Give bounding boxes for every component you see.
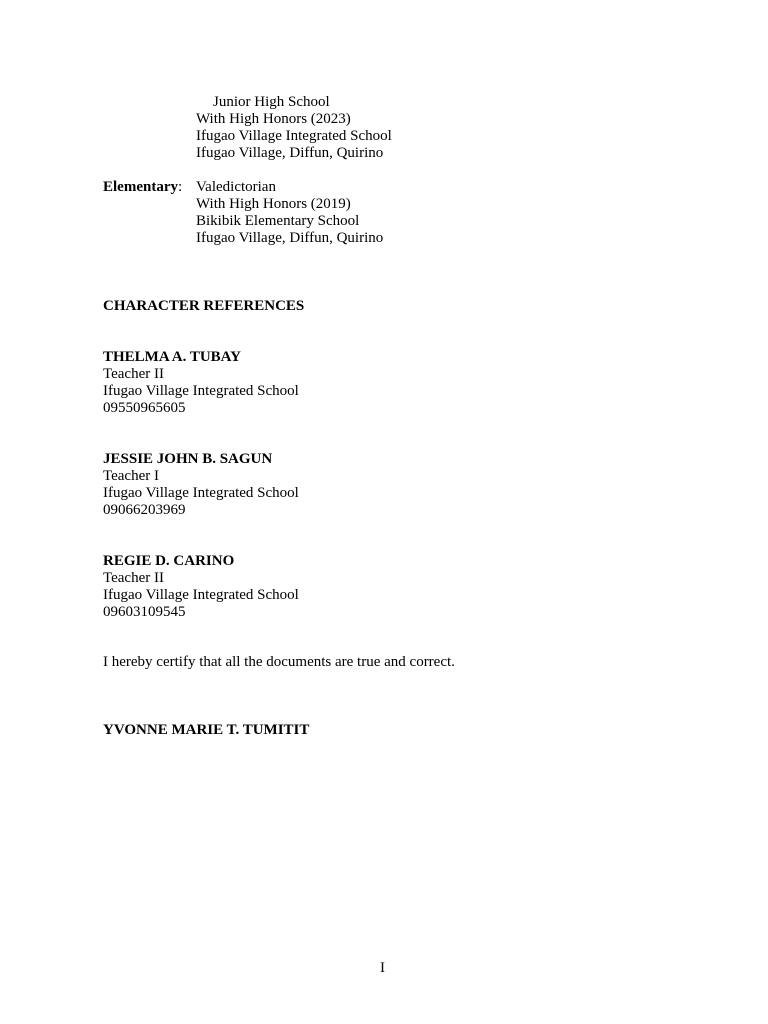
- reference-item: [103, 349, 299, 417]
- junior-high-honor: With High Honors (2023): [196, 111, 351, 127]
- reference-school: Ifugao Village Integrated School: [103, 383, 299, 399]
- junior-high-school: Ifugao Village Integrated School: [196, 128, 392, 144]
- elementary-address: Ifugao Village, Diffun, Quirino: [196, 230, 384, 246]
- elementary-honor: With High Honors (2019): [196, 196, 351, 212]
- reference-position: Teacher II: [103, 366, 164, 382]
- elementary-label: Elementary: [103, 179, 178, 195]
- reference-position: Teacher II: [103, 570, 164, 586]
- reference-school: Ifugao Village Integrated School: [103, 587, 299, 603]
- reference-item: [103, 451, 299, 519]
- reference-name: JESSIE JOHN B. SAGUN: [103, 451, 273, 467]
- reference-name: THELMA A. TUBAY: [103, 349, 241, 365]
- certification-statement: I hereby certify that all the documents are true and correct.: [103, 654, 455, 670]
- elementary-school: Bikibik Elementary School: [196, 213, 360, 229]
- reference-name: REGIE D. CARINO: [103, 553, 235, 569]
- signatory-name: YVONNE MARIE T. TUMITIT: [103, 722, 310, 738]
- page-number: I: [380, 960, 385, 976]
- character-references-heading: CHARACTER REFERENCES: [103, 298, 305, 314]
- reference-contact: 09066203969: [103, 502, 186, 518]
- elementary-separator: :: [177, 179, 183, 195]
- elementary-award: Valedictorian: [196, 179, 276, 195]
- junior-high-address: Ifugao Village, Diffun, Quirino: [196, 145, 384, 161]
- reference-school: Ifugao Village Integrated School: [103, 485, 299, 501]
- reference-position: Teacher I: [103, 468, 159, 484]
- junior-high-level: Junior High School: [213, 94, 330, 110]
- reference-contact: 09603109545: [103, 604, 186, 620]
- reference-item: [103, 553, 299, 621]
- elementary-label-row: [103, 179, 182, 196]
- reference-contact: 09550965605: [103, 400, 186, 416]
